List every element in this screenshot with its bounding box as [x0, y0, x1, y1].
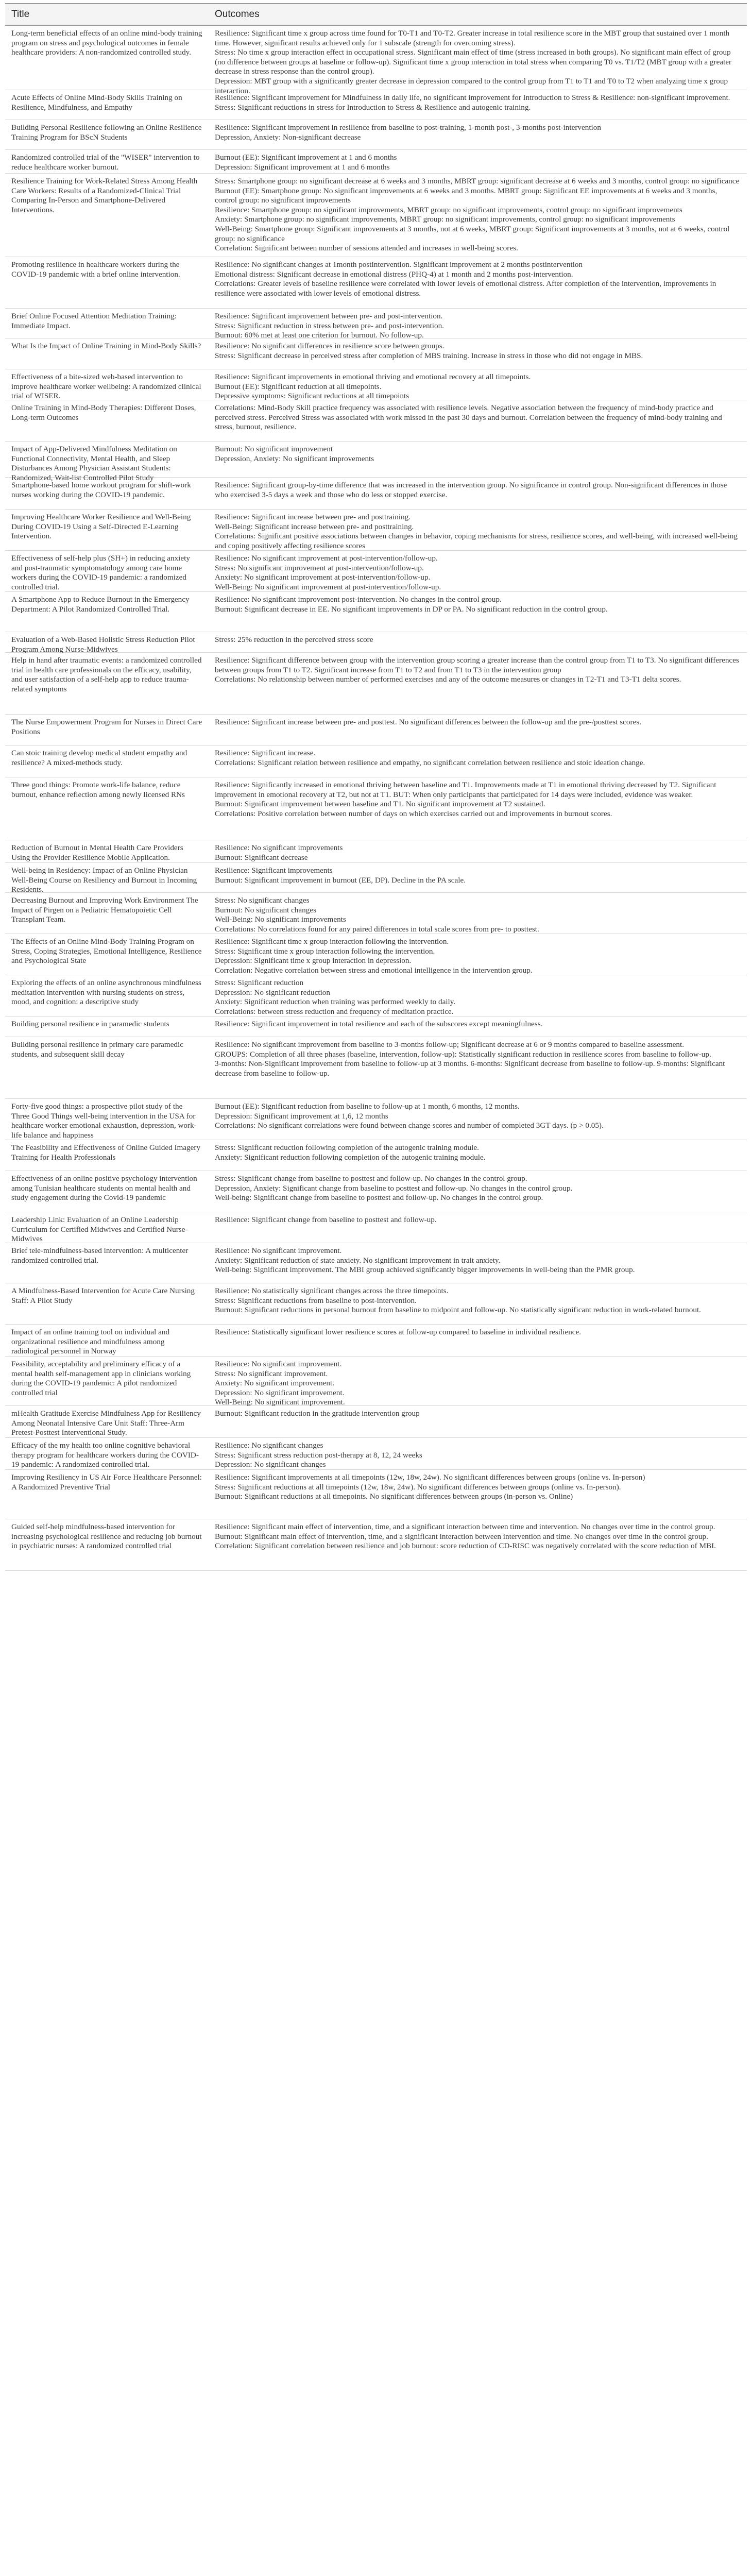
outcome-line: Resilience: Significant improvement for Mindfulness in daily life, no significant improvement for Introduction to Stress & Resilience: non-significant improvement.: [215, 93, 730, 102]
outcomes-cell: [209, 1037, 747, 1098]
study-title-cell: Guided self-help mindfulness-based intervention for increasing psychological resilience and reducing job burnout in psychiatric nurses: A randomized controlled trial: [11, 1522, 202, 1551]
outcome-line: Well-being: Significant improvement. The MBI group achieved significantly bigger improvements in well-being than the PMR group.: [215, 1265, 635, 1275]
outcome-line: Stress: No significant improvement at post-intervention/follow-up.: [215, 563, 424, 572]
table-row: [5, 745, 747, 777]
column-header-title: Title: [11, 9, 30, 20]
outcome-line: Anxiety: Significant reduction when training was performed weekly to daily.: [215, 997, 456, 1007]
study-title-cell: Promoting resilience in healthcare workers during the COVID-19 pandemic with a brief online intervention.: [11, 260, 180, 279]
outcome-line: Depression, Anxiety: No significant improvements: [215, 454, 374, 463]
outcome-line: Stress: Significant reduction in stress between pre- and post-intervention.: [215, 321, 444, 330]
table-row: [5, 1357, 747, 1406]
outcome-line: Correlations: Significant relation between resilience and empathy, no significant correlation between resilience and stoic ideation change.: [215, 758, 645, 767]
outcome-line: Correlations: Mind-Body Skill practice frequency was associated with resilience levels. Negative association between the frequency of mind-body practice and perceived stress. Perceived Stress was associated with work missed in the past 30 days and burnout. Correlation between the frequency of mind-body training and stress, burnout, resilience.: [215, 403, 722, 432]
outcome-line: Resilience: Significant improvement between pre- and post-intervention.: [215, 312, 443, 320]
outcome-line: Resilience: No statistically significant changes across the three timepoints.: [215, 1286, 449, 1295]
outcome-line: Resilience: Significant time x group interaction following the intervention.: [215, 937, 449, 946]
table-row: [5, 120, 747, 150]
outcome-line: Burnout: Significant reductions at all timepoints. No significant differences between groups (in-person vs. Online): [215, 1492, 573, 1501]
table-row: [5, 338, 747, 369]
study-title-cell: Online Training in Mind-Body Therapies: Different Doses, Long-term Outcomes: [11, 403, 196, 422]
outcome-line: Resilience: No significant improvement post-intervention. No changes in the control group.: [215, 595, 502, 604]
outcome-line: Resilience: Significant time x group across time found for T0-T1 and T0-T2. Greater increase in total resilience score in the MBT group that sustained over 1 month time. However, significant results achieved only for 1 subscale (strength for overcoming stress).: [215, 29, 730, 47]
outcome-line: Correlations: Greater levels of baseline resilience were correlated with lower levels of emotional distress. After completion of the intervention, improvements in resilience were associated with lower levels of emotional distress.: [215, 279, 716, 298]
outcome-line: Burnout (EE): Significant improvement at 1 and 6 months: [215, 153, 397, 162]
outcome-line: Resilience: Significant improvements at all timepoints (12w, 18w, 24w). No significant differences between groups (online vs. In-person): [215, 1473, 645, 1482]
outcomes-cell: [209, 777, 747, 840]
column-header-outcomes: Outcomes: [215, 9, 260, 20]
study-title-cell: The Nurse Empowerment Program for Nurses in Direct Care Positions: [11, 718, 202, 736]
outcome-line: Resilience: No significant changes at 1month postintervention. Significant improvement at 2 months postintervention: [215, 260, 583, 269]
study-title-cell: The Feasibility and Effectiveness of Online Guided Imagery Training for Health Professionals: [11, 1143, 201, 1162]
table-row: [5, 309, 747, 338]
study-title-cell: Brief tele-mindfulness-based intervention: A multicenter randomized controlled trial.: [11, 1246, 189, 1265]
outcome-line: Anxiety: Significant reduction of state anxiety. No significant improvement in trait anxiety.: [215, 1256, 501, 1265]
outcome-line: Stress: 25% reduction in the perceived stress score: [215, 635, 373, 644]
outcome-line: Stress: Significant reduction: [215, 978, 304, 987]
outcome-line: Burnout: Significant improvement between baseline and T1. No significant improvement at T2 sustained.: [215, 800, 545, 809]
outcomes-cell: [209, 1140, 747, 1171]
outcome-line: Correlations: Positive correlation between number of days on which exercises carried out and improvements in burnout scores.: [215, 809, 612, 818]
outcome-line: Resilience: No significant improvement from baseline to 3-months follow-up; Significant decrease at 6 or 9 months compared to baseline assessment.: [215, 1040, 685, 1049]
table-row: [5, 1212, 747, 1243]
outcomes-cell: [209, 338, 747, 369]
table-row: [5, 1438, 747, 1470]
outcome-line: Well-being: Significant change from baseline to posttest and follow-up. No changes in the control group.: [215, 1193, 543, 1202]
outcome-line: Burnout (EE): Significant reduction from baseline to follow-up at 1 month, 6 months, 12 months.: [215, 1102, 520, 1111]
table-row: [5, 863, 747, 893]
table-row: [5, 1037, 747, 1099]
outcomes-cell: [209, 174, 747, 257]
outcomes-cell: [209, 1357, 747, 1405]
outcome-line: Depression: Significant time x group interaction in depression.: [215, 956, 412, 965]
outcomes-cell: [209, 26, 747, 95]
table-row: [5, 1171, 747, 1212]
outcome-line: Resilience: No significant improvement.: [215, 1360, 342, 1368]
study-title-cell: Evaluation of a Web-Based Holistic Stress Reduction Pilot Program Among Nurse-Midwives: [11, 635, 195, 654]
outcomes-cell: [209, 510, 747, 550]
study-title-cell: Decreasing Burnout and Improving Work Environment The Impact of Pirgen on a Pediatric Hematopoietic Cell Transplant Team.: [11, 896, 198, 924]
outcome-line: Resilience: Significant increase between pre- and posttest. No significant differences between the follow-up and the pre-/posttest scores.: [215, 718, 642, 726]
outcome-line: Stress: No significant changes: [215, 896, 310, 905]
outcome-line: Resilience: Significant difference between group with the intervention group scoring a greater increase than the control group from T1 to T3. No significant differences between groups from T1 to T2. Significant increase from T1 to T2 and from T1 to T3 in the intervention group: [215, 656, 739, 674]
study-title-cell: Efficacy of the my health too online cognitive behavioral therapy program for healthcare workers during the COVID-19 pandemic: A randomized controlled trial.: [11, 1441, 199, 1469]
study-title-cell: Forty-five good things: a prospective pilot study of the Three Good Things well-being intervention in the USA for healthcare worker emotional exhaustion, depression, work-life balance and happiness: [11, 1102, 197, 1140]
outcome-line: Correlation: Significant correlation between resilience and job burnout: score reduction of CD-RISC was negatively correlated with the score reduction of MBI.: [215, 1541, 716, 1551]
study-title-cell: Brief Online Focused Attention Meditation Training: Immediate Impact.: [11, 312, 177, 330]
outcome-line: Burnout: No significant changes: [215, 905, 316, 914]
table-row: [5, 150, 747, 174]
outcomes-cell: [209, 934, 747, 975]
outcome-line: Well-Being: Significant increase between pre- and posttraining.: [215, 522, 414, 531]
outcome-line: GROUPS: Completion of all three phases (baseline, intervention, follow-up): Statistically significant reduction in resilience scores from baseline to follow-up.: [215, 1049, 711, 1059]
table-row: [5, 174, 747, 257]
outcomes-cell: [209, 632, 747, 652]
outcomes-cell: [209, 893, 747, 934]
outcomes-cell: [209, 150, 747, 173]
outcome-line: Resilience: No significant differences in resilience score between groups.: [215, 342, 445, 350]
outcome-line: Stress: Significant reduction following completion of the autogenic training module.: [215, 1143, 479, 1152]
study-title-cell: Improving Healthcare Worker Resilience and Well-Being During COVID-19 Using a Self-Directed E-Learning Intervention.: [11, 513, 191, 541]
outcome-line: Anxiety: No significant improvement at post-intervention/follow-up.: [215, 573, 431, 582]
table-header-row: [5, 3, 747, 26]
outcome-line: Stress: Significant reductions in stress for Introduction to Stress & Resilience and autogenic training.: [215, 103, 531, 112]
table-row: [5, 257, 747, 309]
outcomes-cell: [209, 1519, 747, 1570]
study-title-cell: mHealth Gratitude Exercise Mindfulness App for Resiliency Among Neonatal Intensive Care Unit Staff: Three-Arm Pretest-Posttest Interventional Study.: [11, 1409, 201, 1437]
outcome-line: Burnout: 60% met at least one criterion for burnout. No follow-up.: [215, 331, 424, 340]
outcome-line: Depression: No significant reduction: [215, 988, 330, 997]
table-row: [5, 1406, 747, 1438]
outcomes-cell: [209, 90, 747, 120]
study-title-cell: Building Personal Resilience following an Online Resilience Training Program for BScN Students: [11, 123, 202, 142]
study-title-cell: Randomized controlled trial of the "WISER" intervention to reduce healthcare worker burnout.: [11, 153, 200, 172]
table-row: [5, 400, 747, 442]
table-row: [5, 1283, 747, 1325]
study-title-cell: Leadership Link: Evaluation of an Online Leadership Curriculum for Certified Midwives and Certified Nurse-Midwives: [11, 1215, 188, 1244]
outcome-line: Stress: No time x group interaction effect in occupational stress. Significant main effect of time (stress increased in both groups). No significant main effect of group (no difference between groups at baseline or follow-up). Significant time x group interaction in total stress when comparing T0 vs. T1/T2 (MBT group with a greater decrease in stress response than the control group).: [215, 48, 732, 76]
outcome-line: Depression: Significant improvement at 1 and 6 months: [215, 162, 390, 172]
outcomes-cell: [209, 715, 747, 745]
table-row: [5, 1243, 747, 1283]
table-row: [5, 632, 747, 653]
table-row: [5, 592, 747, 632]
outcomes-cell: [209, 1212, 747, 1243]
outcome-line: Depression: No significant improvement.: [215, 1388, 345, 1397]
outcome-line: Resilience: Significant group-by-time difference that was increased in the intervention group. No significance in control group. Non-significant differences in those who exercised 3-5 days a week and those who do less or stopped exercise.: [215, 481, 727, 499]
table-row: [5, 1016, 747, 1037]
outcome-line: Well-Being: No significant improvement at post-intervention/follow-up.: [215, 582, 441, 591]
outcomes-cell: [209, 400, 747, 441]
study-title-cell: Impact of App-Delivered Mindfulness Meditation on Functional Connectivity, Mental Health, and Sleep Disturbances Among Physician Assistant Students: Randomized, Wait-list Controlled Pilot Study: [11, 445, 177, 482]
table-row: [5, 777, 747, 840]
outcome-line: Resilience: Significant main effect of intervention, time, and a significant interaction between time and intervention. No changes over time in the control group.: [215, 1522, 715, 1531]
study-title-cell: Smartphone-based home workout program for shift-work nurses working during the COVID-19 pandemic.: [11, 481, 191, 499]
outcome-line: Resilience: No significant improvements: [215, 843, 343, 852]
outcome-line: Correlations: No correlations found for any paired differences in total scale scores from pre- to posttest.: [215, 924, 539, 934]
outcomes-cell: [209, 592, 747, 632]
outcome-line: Burnout: No significant improvement: [215, 445, 333, 453]
outcomes-cell: [209, 1243, 747, 1283]
outcome-line: Resilience: Significant improvement in total resilience and each of the subscores except meaningfulness.: [215, 1020, 543, 1028]
outcomes-cell: [209, 1406, 747, 1437]
outcomes-table: [5, 3, 747, 1571]
outcome-line: Correlations: Significant positive associations between changes in behavior, coping mechanisms for stress, resilience scores, and well-being, with increased well-being and coping positively affecting resilience scores: [215, 532, 738, 550]
study-title-cell: Effectiveness of a bite-sized web-based intervention to improve healthcare worker wellbeing: A randomized clinical trial of WISER.: [11, 372, 201, 401]
study-title-cell: Well-being in Residency: Impact of an Online Physician Well-Being Course on Resiliency and Burnout in Incoming Residents.: [11, 866, 197, 894]
table-row: [5, 1470, 747, 1519]
study-title-cell: Resilience Training for Work-Related Stress Among Health Care Workers: Results of a Randomized-Clinical Trial Comparing In-Person and Smartphone-Delivered Interventions.: [11, 177, 198, 214]
outcome-line: Stress: Smartphone group: no significant decrease at 6 weeks and 3 months, MBRT group: significant decrease at 6 weeks and 3 months, control group: no significance: [215, 177, 740, 185]
outcomes-cell: [209, 653, 747, 714]
outcome-line: Stress: Significant reductions at all timepoints (12w, 18w, 24w). No significant differences between groups (online vs. In-person).: [215, 1482, 621, 1492]
outcome-line: Correlations: between stress reduction and frequency of meditation practice.: [215, 1007, 454, 1016]
table-row: [5, 369, 747, 400]
outcome-line: Burnout: Significant decrease in EE. No significant improvements in DP or PA. No significant reduction in the control group.: [215, 604, 608, 614]
study-title-cell: Effectiveness of an online positive psychology intervention among Tunisian healthcare students on mental health and study engagement during the Covid-19 pandemic: [11, 1174, 197, 1202]
outcome-line: Burnout: Significant improvement in burnout (EE, DP). Decline in the PA scale.: [215, 875, 466, 885]
outcomes-cell: [209, 442, 747, 477]
table-body: [5, 26, 747, 1571]
outcomes-cell: [209, 975, 747, 1016]
table-row: [5, 478, 747, 510]
outcome-line: Depression: MBT group with a significantly greater decrease in depression compared to the control group from T1 to T1 and T0 to T2 when analyzing time x group interaction.: [215, 76, 728, 95]
study-title-cell: What Is the Impact of Online Training in Mind-Body Skills?: [11, 342, 201, 350]
table-row: [5, 715, 747, 745]
outcome-line: Resilience: Significant change from baseline to posttest and follow-up.: [215, 1215, 437, 1224]
outcome-line: Well-Being: Smartphone group: Significant improvements at 3 months, not at 6 weeks, MBRT group: Significant improvements at 3 months, not at 6 weeks, control group: no significance: [215, 224, 730, 243]
outcomes-cell: [209, 120, 747, 149]
study-title-cell: Improving Resiliency in US Air Force Healthcare Personnel: A Randomized Preventive Trial: [11, 1473, 202, 1492]
outcomes-cell: [209, 257, 747, 308]
study-title-cell: Building personal resilience in primary care paramedic students, and subsequent skill decay: [11, 1040, 183, 1059]
outcomes-cell: [209, 863, 747, 892]
study-title-cell: Long-term beneficial effects of an online mind-body training program on stress and psychological outcomes in female healthcare providers: A non-randomized controlled study.: [11, 29, 202, 57]
table-row: [5, 653, 747, 715]
outcomes-cell: [209, 1283, 747, 1324]
table-row: [5, 975, 747, 1016]
study-title-cell: Exploring the effects of an online asynchronous mindfulness meditation intervention with nursing students on stress, mood, and cognition: a descriptive study: [11, 978, 201, 1007]
outcomes-cell: [209, 1099, 747, 1140]
outcome-line: Resilience: Statistically significant lower resilience scores at follow-up compared to baseline in individual resilience.: [215, 1328, 582, 1336]
outcome-line: Burnout: Significant reductions in personal burnout from baseline to midpoint and follow-up. No statistically significant reduction in work-related burnout.: [215, 1306, 701, 1315]
study-title-cell: Help in hand after traumatic events: a randomized controlled trial in health care professionals on the efficacy, usability, and user satisfaction of a self-help app to reduce trauma-related symptoms: [11, 656, 202, 693]
study-title-cell: Effectiveness of self-help plus (SH+) in reducing anxiety and post-traumatic symptomatology among care home workers during the COVID-19 pandemic: a randomized controlled trial.: [11, 554, 190, 591]
outcome-line: Depression, Anxiety: Significant change from baseline to posttest and follow-up. No changes in the control group.: [215, 1183, 573, 1193]
outcomes-cell: [209, 1438, 747, 1469]
outcome-line: Resilience: Significant increase.: [215, 749, 316, 757]
table-row: [5, 840, 747, 863]
outcome-line: Depressive symptoms: Significant reductions at all timepoints: [215, 392, 409, 401]
outcome-line: Resilience: Significant improvement in resilience from baseline to post-training, 1-month post-, 3-months post-intervention: [215, 123, 601, 132]
outcome-line: Burnout: Significant reduction in the gratitude intervention group: [215, 1409, 420, 1418]
outcome-line: Depression: Significant improvement at 1,6, 12 months: [215, 1111, 388, 1121]
study-title-cell: Can stoic training develop medical student empathy and resilience? A mixed-methods study.: [11, 749, 187, 767]
table-row: [5, 893, 747, 934]
outcome-line: Anxiety: Significant reduction following completion of the autogenic training module.: [215, 1153, 486, 1162]
outcome-line: 3-months: Non-Significant improvement from baseline to follow-up at 3 months. 6-months: Significant decrease from baseline to follow-up. 9-months: Significant decrease from baseline to follow-up.: [215, 1059, 725, 1078]
outcome-line: Stress: Significant change from baseline to posttest and follow-up. No changes in the control group.: [215, 1174, 527, 1183]
outcomes-cell: [209, 369, 747, 400]
outcome-line: Burnout: Significant decrease: [215, 853, 308, 862]
study-title-cell: Impact of an online training tool on individual and organizational resilience and mindfulness among radiological personnel in Norway: [11, 1328, 170, 1356]
table-row: [5, 510, 747, 551]
outcome-line: Resilience: No significant changes: [215, 1441, 323, 1450]
study-title-cell: A Mindfulness-Based Intervention for Acute Care Nursing Staff: A Pilot Study: [11, 1286, 195, 1305]
outcomes-cell: [209, 1016, 747, 1037]
outcomes-cell: [209, 551, 747, 591]
outcome-line: Resilience: Significant improvements in emotional thriving and emotional recovery at all timepoints.: [215, 372, 531, 381]
table-row: [5, 26, 747, 95]
study-title-cell: Reduction of Burnout in Mental Health Care Providers Using the Provider Resilience Mobile Application.: [11, 843, 183, 862]
table-row: [5, 934, 747, 975]
outcome-line: Correlation: Significant between number of sessions attended and increases in well-being scores.: [215, 244, 518, 253]
outcome-line: Stress: Significant stress reduction post-therapy at 8, 12, 24 weeks: [215, 1450, 422, 1460]
outcome-line: Depression: No significant changes: [215, 1460, 326, 1469]
outcome-line: Emotional distress: Significant decrease in emotional distress (PHQ-4) at 1 month and 2 months post-intervention.: [215, 269, 573, 279]
outcome-line: Correlations: No significant correlations were found between change scores and number of completed 3GT days. (p > 0.05).: [215, 1121, 604, 1130]
outcome-line: Burnout: Significant main effect of intervention, time, and a significant interaction between intervention and time. No changes over time in the control group.: [215, 1532, 708, 1541]
table-row: [5, 1519, 747, 1571]
table-row: [5, 1140, 747, 1171]
table-row: [5, 1099, 747, 1140]
outcome-line: Stress: No significant improvement.: [215, 1369, 328, 1378]
outcome-line: Resilience: Smartphone group: no significant improvements, MBRT group: no significant improvements, control group: no significant improvements: [215, 205, 682, 214]
table-row: [5, 551, 747, 592]
outcome-line: Resilience: No significant improvement at post-intervention/follow-up.: [215, 554, 438, 563]
study-title-cell: Building personal resilience in paramedic students: [11, 1020, 169, 1028]
outcome-line: Stress: Significant reductions from baseline to post-intervention.: [215, 1296, 417, 1305]
outcome-line: Stress: Significant decrease in perceived stress after completion of MBS training. Increase in stress in those who did not engage in MBS.: [215, 351, 643, 360]
outcome-line: Anxiety: No significant improvement.: [215, 1379, 334, 1388]
study-title-cell: Acute Effects of Online Mind-Body Skills Training on Resilience, Mindfulness, and Empathy: [11, 93, 182, 112]
outcome-line: Resilience: No significant improvement.: [215, 1246, 342, 1255]
table-row: [5, 90, 747, 120]
outcome-line: Correlations: No relationship between number of performed exercises and any of the outcome measures or changes in T2-T1 and T3-T1 delta scores.: [215, 675, 681, 684]
outcome-line: Correlation: Negative correlation between stress and emotional intelligence in the intervention group.: [215, 965, 533, 975]
outcome-line: Well-Being: No significant improvement.: [215, 1398, 345, 1407]
study-title-cell: Three good things: Promote work-life balance, reduce burnout, enhance reflection among newly licensed RNs: [11, 781, 185, 799]
outcomes-cell: [209, 745, 747, 777]
outcomes-cell: [209, 1171, 747, 1212]
outcomes-cell: [209, 478, 747, 509]
table-row: [5, 1325, 747, 1357]
outcome-line: Burnout (EE): Significant reduction at all timepoints.: [215, 382, 382, 391]
outcomes-cell: [209, 1325, 747, 1356]
outcome-line: Resilience: Significant increase between pre- and posttraining.: [215, 513, 411, 521]
outcome-line: Resilience: Significant improvements: [215, 866, 333, 875]
outcome-line: Burnout (EE): Smartphone group: No significant improvements at 6 weeks and 3 months. MBRT group: Significant EE improvements at 6 weeks and 3 months, control group: no significant improvements: [215, 186, 717, 205]
outcome-line: Depression, Anxiety: Non-significant decrease: [215, 132, 361, 142]
table-row: [5, 442, 747, 482]
study-title-cell: The Effects of an Online Mind-Body Training Program on Stress, Coping Strategies, Emotional Intelligence, Resilience and Psychological State: [11, 937, 202, 965]
outcome-line: Anxiety: Smartphone group: no significant improvements, MBRT group: no significant improvements, control group: no significant improvements: [215, 215, 675, 224]
outcome-line: Stress: Significant time x group interaction following the intervention.: [215, 946, 435, 956]
outcome-line: Well-Being: No significant improvements: [215, 915, 346, 924]
outcomes-cell: [209, 1470, 747, 1519]
study-title-cell: Feasibility, acceptability and preliminary efficacy of a mental health self-management app in clinicians working during the COVID-19 pandemic: A pilot randomized controlled trial: [11, 1360, 191, 1397]
outcomes-cell: [209, 309, 747, 338]
study-title-cell: A Smartphone App to Reduce Burnout in the Emergency Department: A Pilot Randomized Controlled Trial.: [11, 595, 190, 614]
outcome-line: Resilience: Significantly increased in emotional thriving between baseline and T1. Improvements made at T1 in emotional thriving decreased by T2. Significant improvement in emotional recovery at T2, but not at T1. BUT: When only participants that participated for 14 days were included, evidence was weaker.: [215, 781, 716, 799]
outcomes-cell: [209, 840, 747, 862]
